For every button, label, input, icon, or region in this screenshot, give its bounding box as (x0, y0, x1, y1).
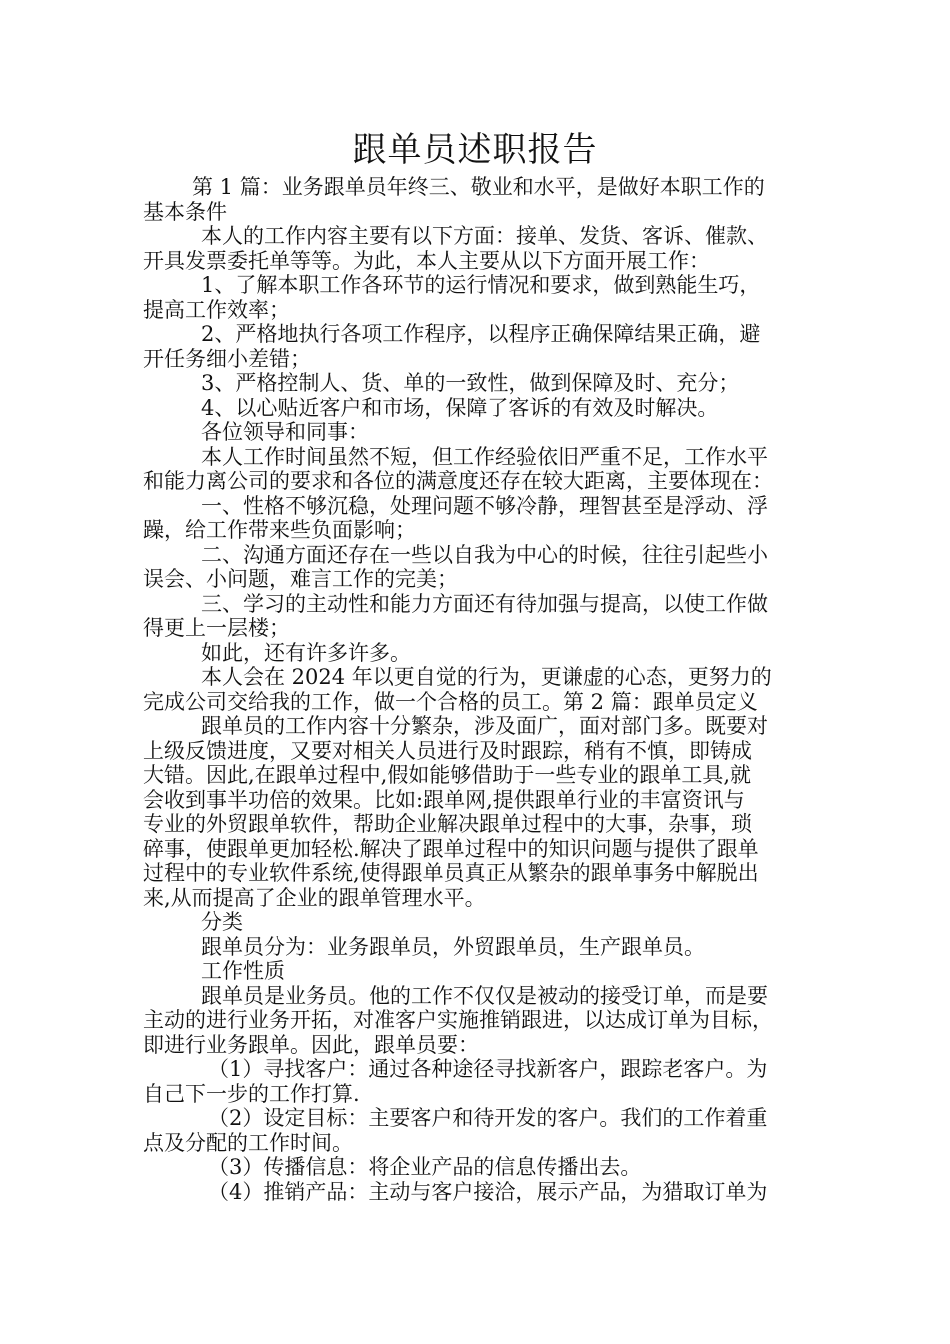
body-line: 2、严格地执行各项工作程序，以程序正确保障结果正确，避 (201, 322, 761, 346)
body-line: 三、学习的主动性和能力方面还有待加强与提高，以使工作做 (201, 591, 768, 616)
body-line: 开任务细小差错； (143, 346, 311, 371)
body-line: 二、沟通方面还存在一些以自我为中心的时候，往往引起些小 (201, 542, 768, 567)
page-title: 跟单员述职报告 (352, 130, 598, 170)
body-line: 误会、小问题，难言工作的完美； (143, 567, 458, 591)
body-line: 提高工作效率； (143, 297, 290, 322)
body-line: 点及分配的工作时间。 (143, 1130, 353, 1155)
body-line: 工作性质 (201, 959, 285, 983)
body-line: 跟单员的工作内容十分繁杂，涉及面广，面对部门多。既要对 (201, 714, 768, 738)
body-line: 自己下一步的工作打算. (143, 1081, 360, 1106)
body-line: 一、性格不够沉稳，处理问题不够冷静，理智甚至是浮动、浮 (201, 493, 768, 518)
body-line: 跟单员分为：业务跟单员，外贸跟单员，生产跟单员。 (201, 934, 705, 959)
body-line: 基本条件 (143, 199, 227, 224)
body-line: 本人工作时间虽然不短，但工作经验依旧严重不足，工作水平 (201, 444, 768, 469)
body-line: 分类 (201, 910, 243, 934)
body-line: 即进行业务跟单。因此，跟单员要： (143, 1032, 479, 1057)
body-line: 本人的工作内容主要有以下方面：接单、发货、客诉、催款、 (201, 224, 768, 248)
body-line: 来,从而提高了企业的跟单管理水平。 (143, 885, 486, 910)
body-line: （2）设定目标：主要客户和待开发的客户。我们的工作着重 (208, 1106, 768, 1130)
body-line: 专业的外贸跟单软件，帮助企业解决跟单过程中的大事，杂事，琐 (143, 812, 752, 836)
body-line: 大错。因此,在跟单过程中,假如能够借助于一些专业的跟单工具,就 (143, 763, 752, 787)
body-line: 如此，还有许多许多。 (201, 640, 411, 665)
body-line: 和能力离公司的要求和各位的满意度还存在较大距离，主要体现在： (143, 469, 773, 493)
body-line: 开具发票委托单等等。为此，本人主要从以下方面开展工作： (143, 248, 710, 273)
body-line: 跟单员是业务员。他的工作不仅仅是被动的接受订单，而是要 (201, 983, 768, 1008)
body-line: 1、了解本职工作各环节的运行情况和要求，做到熟能生巧， (201, 273, 761, 297)
body-line: （1）寻找客户：通过各种途径寻找新客户，跟踪老客户。为 (208, 1057, 768, 1081)
body-line: 会收到事半功倍的效果。比如:跟单网,提供跟单行业的丰富资讯与 (143, 787, 745, 812)
body-line: 第 1 篇：业务跟单员年终三、敬业和水平，是做好本职工作的 (192, 175, 765, 199)
body-line: 完成公司交给我的工作，做一个合格的员工。第 2 篇：跟单员定义 (143, 689, 758, 714)
body-line: 主动的进行业务开拓，对准客户实施推销跟进，以达成订单为目标， (143, 1008, 773, 1032)
body-line: 3、严格控制人、货、单的一致性，做到保障及时、充分； (201, 371, 740, 395)
body-line: （3）传播信息：将企业产品的信息传播出去。 (208, 1155, 642, 1179)
body-line: 躁，给工作带来些负面影响； (143, 518, 416, 542)
body-line: 得更上一层楼； (143, 616, 290, 640)
body-line: 本人会在 2024 年以更自觉的行为，更谦虚的心态，更努力的 (201, 665, 772, 689)
body-line: 过程中的专业软件系统,使得跟单员真正从繁杂的跟单事务中解脱出 (143, 861, 759, 885)
body-line: 上级反馈进度，又要对相关人员进行及时跟踪，稍有不慎，即铸成 (143, 738, 752, 763)
body-line: 各位领导和同事： (201, 420, 369, 444)
body-line: 碎事，使跟单更加轻松.解决了跟单过程中的知识问题与提供了跟单 (143, 836, 759, 861)
body-line: （4）推销产品：主动与客户接洽，展示产品，为猎取订单为 (208, 1179, 768, 1204)
body-line: 4、以心贴近客户和市场，保障了客诉的有效及时解决。 (201, 395, 719, 420)
